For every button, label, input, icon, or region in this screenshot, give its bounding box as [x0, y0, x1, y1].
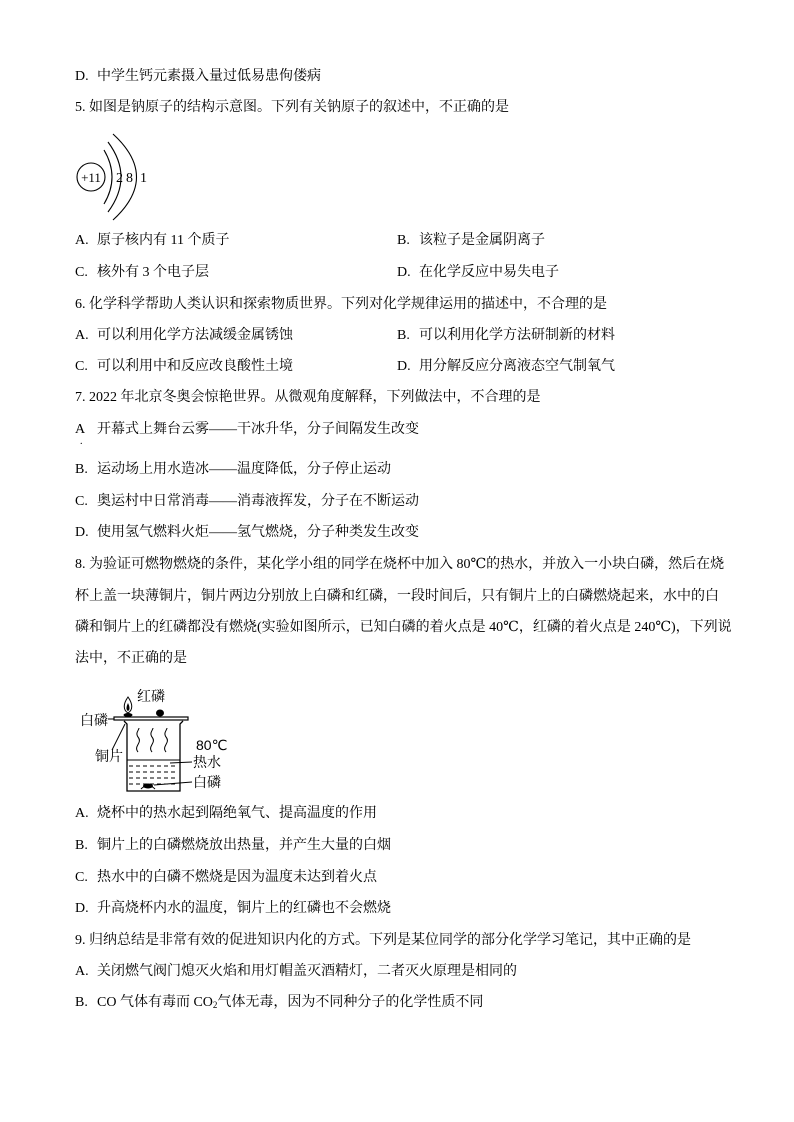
phosphorus-combustion-diagram: [70, 684, 240, 796]
label-white-phosphorus-plate: 白磷: [80, 712, 108, 728]
q6-option-c: [75, 357, 293, 377]
q5-stem: 5. 如图是钠原子的结构示意图。下列有关钠原子的叙述中，不正确的是: [75, 100, 509, 115]
option-text: 中学生钙元素摄入量过低易患佝偻病: [97, 69, 321, 84]
copper-plate-leader-line: [112, 724, 125, 750]
q5-option-c: [75, 263, 209, 283]
option-label: A.: [75, 806, 89, 821]
subscript-two: 2: [212, 1000, 218, 1010]
q8-option-b: [75, 836, 391, 856]
option-text: 原子核内有 11 个质子: [97, 233, 230, 248]
option-text: 奥运村中日常消毒——消毒液挥发，分子在不断运动: [97, 494, 419, 509]
red-phosphorus-on-plate: [156, 710, 164, 717]
option-label: A: [75, 422, 86, 437]
option-text: 运动场上用水造冰——温度降低，分子停止运动: [97, 462, 391, 477]
q6-option-d: [397, 357, 615, 377]
option-text: 核外有 3 个电子层: [97, 265, 209, 280]
white-phosphorus-on-plate: [124, 713, 133, 717]
option-label: B.: [75, 838, 88, 853]
label-temperature: 80℃: [196, 737, 228, 753]
q8-option-c: [75, 868, 377, 888]
copper-plate: [114, 717, 188, 720]
vapor-curl-3: [165, 728, 168, 752]
option-text-pre: CO 气体有毒而 CO: [97, 995, 213, 1010]
option-label: A.: [75, 233, 89, 248]
nucleus-charge: +11: [81, 170, 101, 185]
label-red-phosphorus: 红磷: [137, 688, 165, 704]
option-label: C.: [75, 494, 88, 509]
q8-option-a: [75, 804, 377, 824]
q7-stem: 7. 2022 年北京冬奥会惊艳世界。从微观角度解释，下列做法中，不合理的是: [75, 390, 541, 405]
q5-option-b: [397, 231, 545, 251]
option-label: C.: [75, 870, 88, 885]
q9-option-a: [75, 962, 517, 982]
option-text: 可以利用化学方法减缓金属锈蚀: [97, 328, 293, 343]
q4-option-d: [75, 67, 321, 87]
option-label: B.: [75, 462, 88, 477]
q8-stem-line-1: 8. 为验证可燃物燃烧的条件，某化学小组的同学在烧杯中加入 80℃的热水，并放入一小块白磷，然后在烧: [75, 557, 725, 572]
option-text: 烧杯中的热水起到隔绝氧气、提高温度的作用: [97, 806, 377, 821]
option-label: D.: [397, 359, 411, 374]
option-text: 在化学反应中易失电子: [419, 265, 559, 280]
q7-option-c: [75, 492, 419, 512]
option-label: B.: [397, 233, 410, 248]
option-label: D.: [397, 265, 411, 280]
label-copper-plate: 铜片: [95, 748, 123, 764]
q8-stem-line-2: 杯上盖一块薄铜片，铜片两边分别放上白磷和红磷，一段时间后，只有铜片上的白磷燃烧起来，水中的白: [75, 589, 719, 604]
option-text: 铜片上的白磷燃烧放出热量，并产生大量的白烟: [97, 838, 391, 853]
option-text: 可以利用化学方法研制新的材料: [419, 328, 615, 343]
q8-stem-line-3: 磷和铜片上的红磷都没有燃烧(实验如图所示，已知白磷的着火点是 40℃，红磷的着火点是 240℃)，下列说: [75, 620, 732, 635]
option-text-post: 气体无毒，因为不同种分子的化学性质不同: [217, 995, 484, 1010]
q9-option-b: [75, 993, 483, 1013]
q8-option-d: [75, 899, 391, 919]
q7-option-d: [75, 523, 419, 543]
beaker: [124, 721, 183, 791]
q6-option-a: [75, 326, 293, 346]
shell-2-electrons: 8: [126, 171, 133, 186]
option-label: D.: [75, 525, 89, 540]
q5-option-d: [397, 263, 559, 283]
option-text: 用分解反应分离液态空气制氧气: [419, 359, 615, 374]
option-text: 开幕式上舞台云雾——干冰升华，分子间隔发生改变: [97, 422, 419, 437]
q6-stem: 6. 化学科学帮助人类认识和探索物质世界。下列对化学规律运用的描述中，不合理的是: [75, 297, 607, 312]
vapor-curl-2: [151, 728, 154, 752]
option-label: D.: [75, 901, 89, 916]
option-label: C.: [75, 359, 88, 374]
flame-core: [127, 703, 130, 711]
option-text: 该粒子是金属阴离子: [419, 233, 545, 248]
q8-stem-line-4: 法中，不正确的是: [75, 651, 187, 666]
shell-3-electrons: 1: [140, 171, 147, 186]
hot-water-leader-line: [170, 762, 192, 763]
label-hot-water: 热水: [193, 754, 221, 770]
q5-option-a: [75, 231, 229, 251]
misplaced-period-mark: .: [80, 436, 83, 447]
vapor-curl-1: [137, 728, 140, 752]
q7-option-b: [75, 460, 391, 480]
option-label: B.: [397, 328, 410, 343]
sodium-atom-diagram: [70, 130, 160, 225]
shell-1-electrons: 2: [116, 171, 123, 186]
option-text: 升高烧杯内水的温度，铜片上的红磷也不会燃烧: [97, 901, 391, 916]
q7-option-a: [75, 420, 419, 440]
option-label: D.: [75, 69, 89, 84]
option-text: 可以利用中和反应改良酸性土境: [97, 359, 293, 374]
option-label: A.: [75, 328, 89, 343]
option-text: 使用氢气燃料火炬——氢气燃烧，分子种类发生改变: [97, 525, 419, 540]
q6-option-b: [397, 326, 615, 346]
option-label: C.: [75, 265, 88, 280]
option-text: 热水中的白磷不燃烧是因为温度未达到着火点: [97, 870, 377, 885]
label-white-phosphorus-water: 白磷: [193, 774, 221, 790]
option-label: A.: [75, 964, 89, 979]
q9-stem: 9. 归纳总结是非常有效的促进知识内化的方式。下列是某位同学的部分化学学习笔记，其中正确的是: [75, 933, 691, 948]
option-text: 关闭燃气阀门熄灭火焰和用灯帽盖灭酒精灯，二者灭火原理是相同的: [97, 964, 517, 979]
option-label: B.: [75, 995, 88, 1010]
